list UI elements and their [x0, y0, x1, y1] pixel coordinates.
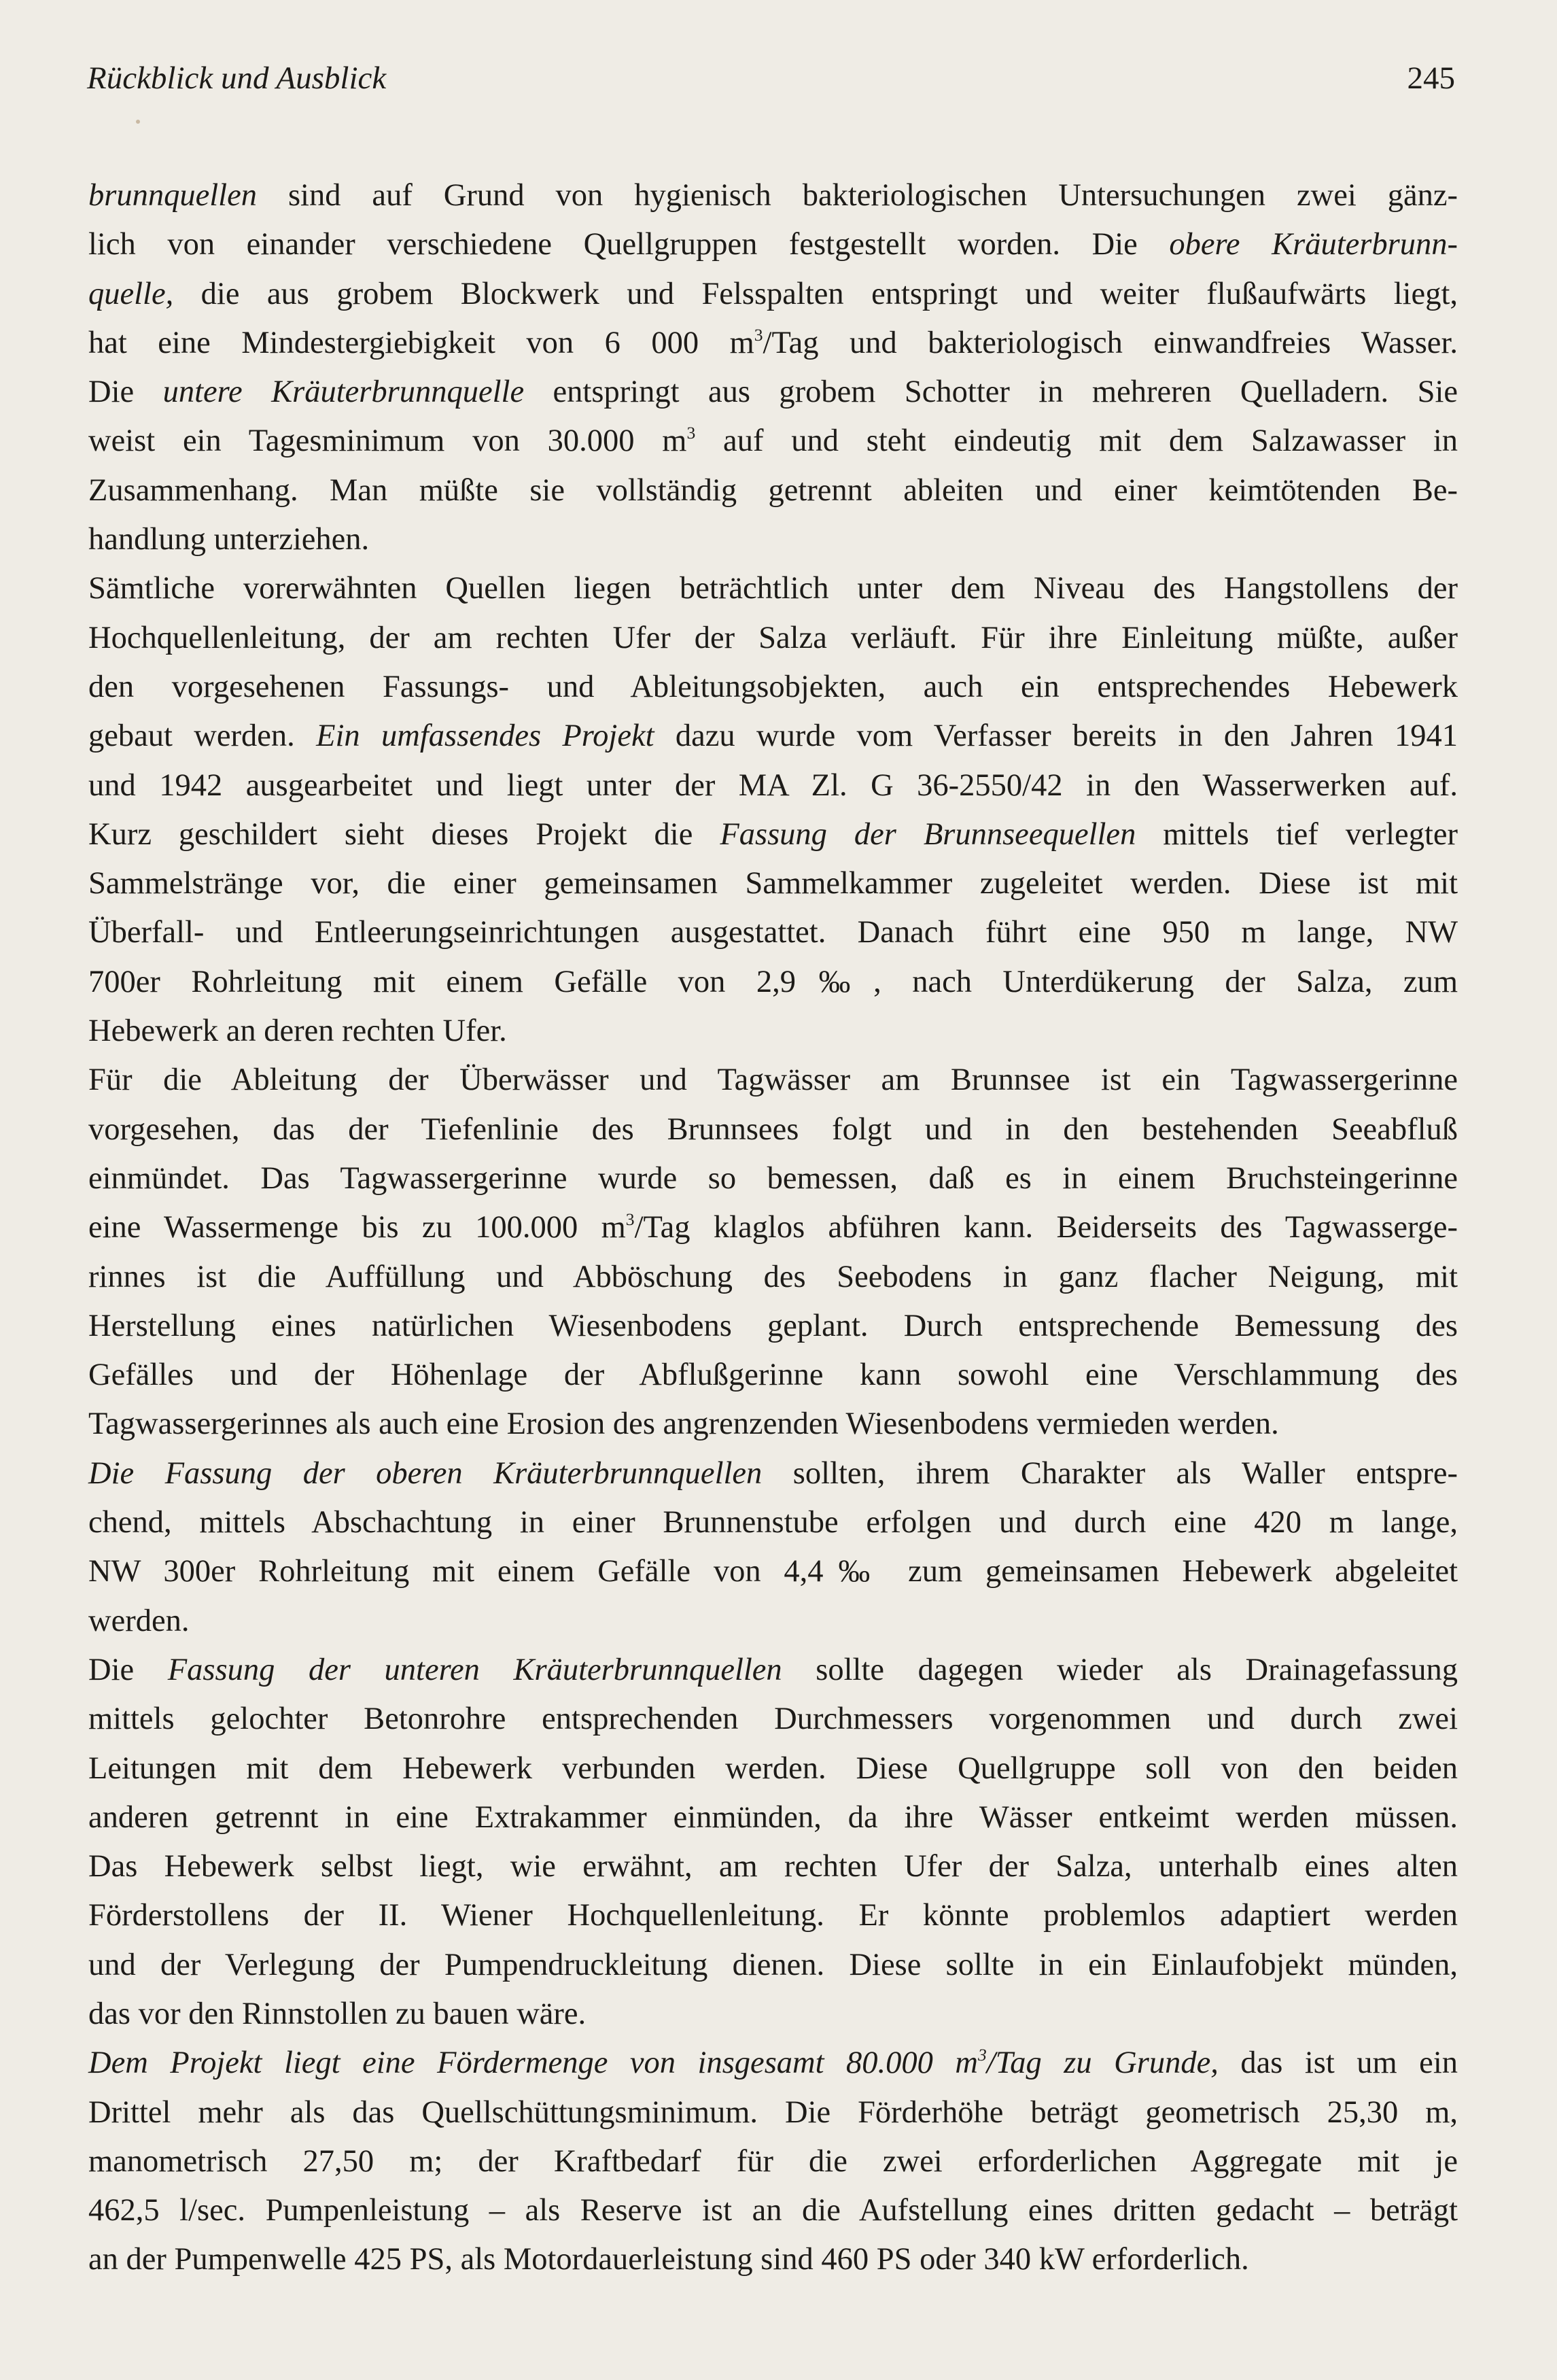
- text-run: Zusammenhang. Man müßte sie vollständig getrennt ableiten und einer keimtötenden Be-: [88, 472, 1458, 508]
- text-line: [88, 2137, 1458, 2186]
- text-run: chend, mittels Abschachtung in einer Brunnenstube erfolgen und durch eine 420 m lange,: [88, 1505, 1458, 1540]
- paragraph: [88, 1056, 1458, 1449]
- text-line: [88, 1646, 1458, 1695]
- text-run: /Tag klaglos abführen kann. Beiderseits des Tagwasserge-: [634, 1210, 1458, 1245]
- text-run: NW 300er Rohrleitung mit einem Gefälle von 4,4‰ zum gemeinsamen Hebewerk abgeleitet: [88, 1554, 1458, 1589]
- page-header: [87, 60, 1455, 107]
- superscript: 3: [625, 1209, 635, 1230]
- text-run: weist ein Tagesminimum von 30.000 m: [88, 424, 687, 459]
- text-line: [88, 564, 1458, 613]
- text-run: sollten, ihrem Charakter als Waller entspre-: [762, 1455, 1458, 1491]
- italic-text: obere Kräuterbrunn-: [1169, 227, 1458, 262]
- text-line: [88, 1203, 1458, 1252]
- text-run: anderen getrennt in eine Extrakammer einmünden, da ihre Wässer entkeimt werden müssen.: [88, 1799, 1458, 1835]
- text-run: Drittel mehr als das Quellschüttungsminimum. Die Förderhöhe beträgt geometrisch 25,30 m,: [88, 2094, 1458, 2130]
- text-run: das ist um ein: [1218, 2046, 1458, 2081]
- text-run: Herstellung eines natürlichen Wiesenbodens geplant. Durch entsprechende Bemessung des: [88, 1308, 1458, 1343]
- text-run: den vorgesehenen Fassungs- und Ableitungsobjekten, auch ein entsprechendes Hebewerk: [88, 669, 1458, 704]
- text-line: [88, 614, 1458, 663]
- text-run: Gefälles und der Höhenlage der Abflußgerinne kann sowohl eine Verschlammung des: [88, 1358, 1458, 1393]
- text-run: Die: [88, 375, 163, 410]
- text-line: [88, 859, 1458, 908]
- text-run: Für die Ableitung der Überwässer und Tagwässer am Brunnsee ist ein Tagwassergerinne: [88, 1063, 1458, 1098]
- text-run: mittels gelochter Betonrohre entsprechenden Durchmessers vorgenommen und durch zwei: [88, 1702, 1458, 1737]
- text-line: [88, 1793, 1458, 1842]
- text-run: Hochquellenleitung, der am rechten Ufer der Salza verläuft. Für ihre Einleitung müßte, außer: [88, 620, 1458, 655]
- text-line: [88, 712, 1458, 761]
- superscript: 3: [686, 423, 696, 443]
- text-line: [88, 1498, 1458, 1547]
- text-line: [88, 1695, 1458, 1744]
- italic-text: quelle,: [88, 276, 174, 311]
- text-run: handlung unterziehen.: [88, 522, 370, 557]
- text-run: Das Hebewerk selbst liegt, wie erwähnt, am rechten Ufer der Salza, unterhalb eines alten: [88, 1849, 1458, 1884]
- text-run: Sammelstränge vor, die einer gemeinsamen Sammelkammer zugeleitet werden. Diese ist mit: [88, 866, 1458, 901]
- text-run: an der Pumpenwelle 425 PS, als Motordauerleistung sind 460 PS oder 340 kW erforderlich.: [88, 2242, 1249, 2277]
- italic-text: Fassung der Brunnseequellen: [720, 816, 1136, 852]
- text-line: [88, 2088, 1458, 2137]
- superscript: 3: [754, 325, 763, 345]
- text-line: [88, 1941, 1458, 1990]
- text-line: [88, 1007, 1458, 1056]
- body-text: [88, 171, 1458, 2285]
- running-head: Rückblick und Ausblick: [87, 61, 387, 96]
- paragraph: [88, 171, 1458, 564]
- text-run: sollte dagegen wieder als Drainagefassung: [782, 1652, 1458, 1687]
- text-run: Hebewerk an deren rechten Ufer.: [88, 1014, 507, 1049]
- text-line: [88, 810, 1458, 859]
- text-line: [88, 1597, 1458, 1646]
- text-run: Kurz geschildert sieht dieses Projekt die: [88, 816, 720, 852]
- text-line: [88, 1744, 1458, 1793]
- text-run: die aus grobem Blockwerk und Felsspalten entspringt und weiter flußaufwärts liegt,: [173, 276, 1458, 311]
- text-run: Leitungen mit dem Hebewerk verbunden werden. Diese Quellgruppe soll von den beiden: [88, 1750, 1458, 1786]
- text-run: dazu wurde vom Verfasser bereits in den Jahren 1941: [654, 719, 1458, 754]
- page-number: 245: [1407, 61, 1455, 96]
- italic-text: untere Kräuterbrunnquelle: [162, 375, 525, 410]
- text-line: [88, 270, 1458, 319]
- text-run: Förderstollens der II. Wiener Hochquellenleitung. Er könnte problemlos adaptiert werden: [88, 1898, 1458, 1933]
- text-run: Überfall- und Entleerungseinrichtungen ausgestattet. Danach führt eine 950 m lange, NW: [88, 915, 1458, 950]
- text-line: [88, 2186, 1458, 2235]
- italic-text: brunnquellen: [88, 178, 257, 213]
- text-line: [88, 1105, 1458, 1154]
- superscript: 3: [978, 2045, 987, 2065]
- text-run: vorgesehen, das der Tiefenlinie des Brunnsees folgt und in den bestehenden Seeabfluß: [88, 1111, 1458, 1147]
- text-run: 700er Rohrleitung mit einem Gefälle von 2,9‰, nach Unterdükerung der Salza, zum: [88, 964, 1458, 999]
- text-run: sind auf Grund von hygienisch bakteriologischen Untersuchungen zwei gänz-: [256, 178, 1458, 213]
- text-run: und 1942 ausgearbeitet und liegt unter der MA Zl. G 36-2550/42 in den Wasserwerken auf.: [88, 768, 1458, 803]
- text-run: lich von einander verschiedene Quellgruppen festgestellt worden. Die: [88, 227, 1170, 262]
- text-line: [88, 1253, 1458, 1302]
- text-run: /Tag und bakteriologisch einwandfreies Wasser.: [763, 325, 1458, 360]
- paper-speck: [136, 120, 140, 124]
- text-line: [88, 663, 1458, 712]
- text-line: [88, 1154, 1458, 1203]
- text-line: [88, 1891, 1458, 1940]
- text-run: mittels tief verlegter: [1136, 816, 1458, 852]
- text-run: gebaut werden.: [88, 719, 317, 754]
- text-line: [88, 1302, 1458, 1351]
- text-line: [88, 466, 1458, 515]
- text-run: eine Wassermenge bis zu 100.000 m: [88, 1210, 626, 1245]
- text-line: [88, 368, 1458, 417]
- text-line: [88, 319, 1458, 368]
- text-run: einmündet. Das Tagwassergerinne wurde so bemessen, daß es in einem Bruchsteingerinne: [88, 1160, 1458, 1196]
- text-run: Tagwassergerinnes als auch eine Erosion des angrenzenden Wiesenbodens vermieden werden.: [88, 1407, 1279, 1442]
- italic-text: Fassung der unteren Kräuterbrunnquellen: [167, 1652, 782, 1687]
- text-line: [88, 220, 1458, 269]
- text-run: Sämtliche vorerwähnten Quellen liegen beträchtlich unter dem Niveau des Hangstollens der: [88, 571, 1458, 606]
- italic-text: /Tag zu Grunde,: [986, 2046, 1219, 2081]
- text-line: [88, 761, 1458, 810]
- paragraph: [88, 2039, 1458, 2284]
- text-line: [88, 1990, 1458, 2039]
- italic-text: Ein umfassendes Projekt: [316, 719, 654, 754]
- text-line: [88, 515, 1458, 564]
- text-run: auf und steht eindeutig mit dem Salzawasser in: [695, 424, 1458, 459]
- text-line: [88, 1056, 1458, 1105]
- text-line: [88, 1400, 1458, 1449]
- text-run: und der Verlegung der Pumpendruckleitung dienen. Diese sollte in ein Einlaufobjekt münden,: [88, 1947, 1458, 1982]
- paragraph: [88, 564, 1458, 1056]
- text-run: Die: [88, 1652, 168, 1687]
- text-line: [88, 2235, 1458, 2284]
- text-line: [88, 958, 1458, 1007]
- text-line: [88, 1842, 1458, 1891]
- text-line: [88, 1547, 1458, 1596]
- text-run: hat eine Mindestergiebigkeit von 6 000 m: [88, 325, 754, 360]
- italic-text: Die Fassung der oberen Kräuterbrunnquellen: [88, 1455, 763, 1491]
- text-line: [88, 908, 1458, 957]
- text-run: das vor den Rinnstollen zu bauen wäre.: [88, 1996, 587, 2031]
- text-run: manometrisch 27,50 m; der Kraftbedarf für die zwei erforderlichen Aggregate mit je: [88, 2143, 1458, 2179]
- text-run: entspringt aus grobem Schotter in mehreren Quelladern. Sie: [524, 375, 1458, 410]
- text-line: [88, 2039, 1458, 2088]
- text-line: [88, 417, 1458, 466]
- text-line: [88, 1449, 1458, 1498]
- italic-text: Dem Projekt liegt eine Fördermenge von insgesamt 80.000 m: [88, 2046, 978, 2081]
- paragraph: [88, 1646, 1458, 2039]
- text-line: [88, 171, 1458, 220]
- text-run: rinnes ist die Auffüllung und Abböschung des Seebodens in ganz flacher Neigung, mit: [88, 1259, 1458, 1294]
- text-run: 462,5 l/sec. Pumpenleistung – als Reserve ist an die Aufstellung eines dritten gedacht – beträgt: [88, 2193, 1458, 2228]
- paragraph: [88, 1449, 1458, 1646]
- text-line: [88, 1351, 1458, 1400]
- text-run: werden.: [88, 1603, 190, 1638]
